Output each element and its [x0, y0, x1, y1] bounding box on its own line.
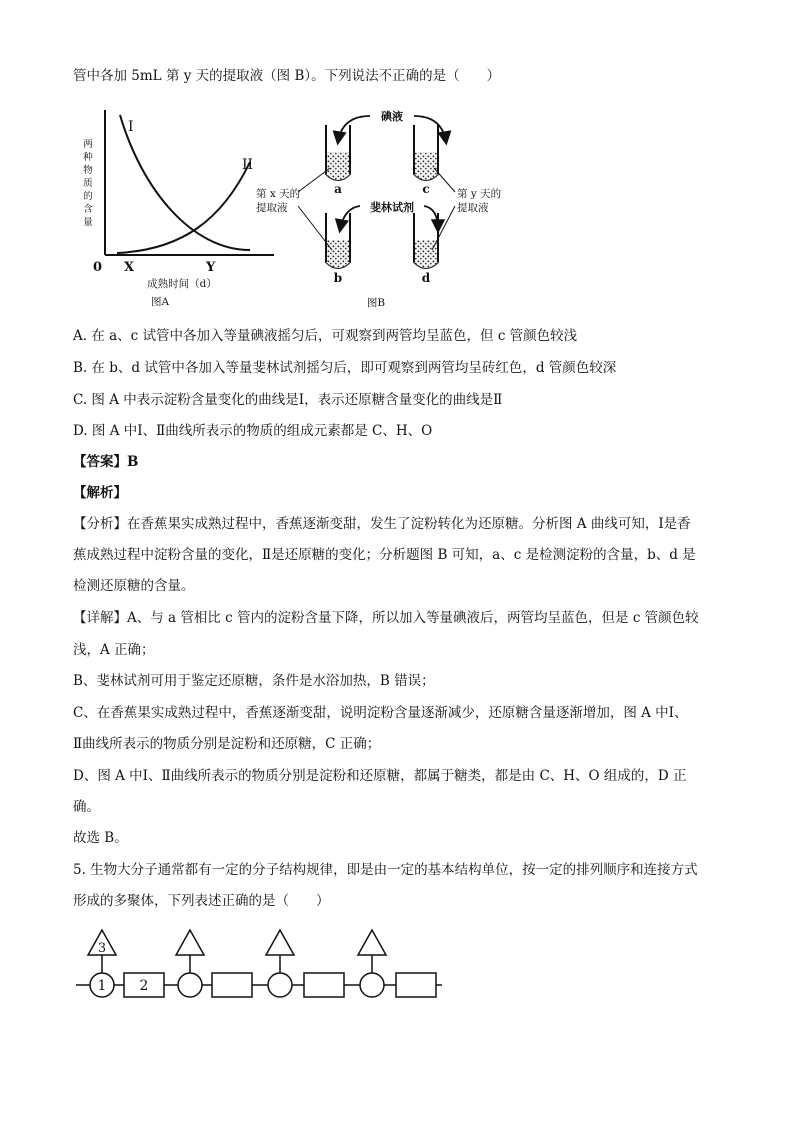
right-pointer-top [434, 168, 455, 192]
label-2: 2 [139, 978, 149, 994]
left-pointer-top [298, 168, 330, 192]
iodine-label: 碘液 [381, 110, 403, 123]
left-extract-label-1: 第 x 天的 [256, 188, 301, 200]
option-a: A. 在 a、c 试管中各加入等量碘液摇匀后，可观察到两管均呈蓝色，但 c 管颜色较浅 [73, 328, 578, 344]
unit-circle-2 [178, 973, 202, 997]
side-group-2 [176, 930, 204, 973]
detail-line-7: 确。 [73, 799, 100, 815]
tube-a [326, 125, 350, 180]
tube-d [414, 213, 438, 268]
analysis-line-2: 蕉成熟过程中淀粉含量的变化，Ⅱ是还原糖的变化；分析题图 B 可知，a、c 是检测淀粉的含量，b、d 是 [73, 547, 696, 563]
figure-a-y-label [83, 139, 93, 228]
unit-circle-4 [360, 973, 384, 997]
x-axis-label: 成熟时间（d） [147, 278, 217, 290]
tube-b [326, 213, 350, 268]
analysis-line-1: 【分析】在香蕉果实成熟过程中，香蕉逐渐变甜，发生了淀粉转化为还原糖。分析图 A 曲线可知，Ⅰ是香 [73, 516, 691, 532]
tube-c-label: c [422, 182, 430, 196]
svg-text:质: 质 [83, 178, 93, 189]
right-extract-label-1: 第 y 天的 [457, 188, 502, 200]
svg-text:种: 种 [83, 152, 93, 163]
svg-text:物: 物 [83, 165, 93, 176]
figure-b [252, 100, 527, 315]
x-tick-y: Y [206, 260, 216, 275]
x-tick-x: X [124, 260, 135, 275]
detail-line-4: C、在香蕉果实成熟过程中，香蕉逐渐变甜，说明淀粉含量逐渐减少，还原糖含量逐渐增加，图 A 中Ⅰ、 [73, 705, 688, 721]
svg-text:两: 两 [83, 139, 93, 150]
option-b: B. 在 b、d 试管中各加入等量斐林试剂摇匀后，即可观察到两管均呈砖红色，d 管颜色较深 [73, 360, 617, 376]
unit-circle-3 [268, 973, 292, 997]
label-1: 1 [97, 978, 107, 994]
question5-stem-line-2: 形成的多聚体，下列表述正确的是（ ） [73, 893, 330, 909]
option-c: C. 图 A 中表示淀粉含量变化的曲线是Ⅰ，表示还原糖含量变化的曲线是Ⅱ [73, 392, 503, 408]
unit-rect-3 [304, 973, 344, 997]
detail-line-5: Ⅱ曲线所表示的物质分别是淀粉和还原糖，C 正确； [73, 736, 381, 752]
figure-a-caption: 图A [150, 296, 170, 308]
figure-b-caption: 图B [366, 297, 386, 309]
curve-1-label: I [128, 119, 134, 135]
fehling-arrow-right [424, 206, 438, 230]
side-group-4 [358, 930, 386, 973]
figure-a [72, 110, 282, 315]
label-3: 3 [97, 941, 107, 956]
detail-line-8: 故选 B。 [73, 830, 128, 846]
curve-2-label: II [242, 157, 254, 173]
side-group-3 [266, 930, 294, 973]
detail-line-2: 浅，A 正确； [73, 642, 155, 658]
detail-line-1: 【详解】A、与 a 管相比 c 管内的淀粉含量下降，所以加入等量碘液后，两管均呈蓝色，但是 c 管颜色较 [73, 610, 699, 626]
option-d: D. 图 A 中Ⅰ、Ⅱ曲线所表示的物质的组成元素都是 C、H、O [73, 423, 433, 439]
tube-d-label: d [421, 271, 431, 285]
svg-text:含: 含 [83, 204, 93, 215]
svg-text:的: 的 [83, 191, 93, 202]
detail-line-3: B、斐林试剂可用于鉴定还原糖，条件是水浴加热，B 错误； [73, 673, 435, 689]
detail-line-6: D、图 A 中Ⅰ、Ⅱ曲线所表示的物质分别是淀粉和还原糖，都属于糖类，都是由 C、H、O 组成的，D 正 [73, 768, 687, 784]
question-intro: 管中各加 5mL 第 y 天的提取液（图 B）。下列说法不正确的是（ ） [73, 68, 501, 84]
analysis-line-3: 检测还原糖的含量。 [73, 578, 195, 594]
tube-a-label: a [334, 182, 342, 196]
unit-rect-2 [212, 973, 252, 997]
svg-text:量: 量 [83, 217, 93, 228]
iodine-arrow-right [414, 116, 446, 142]
polymer-diagram [72, 925, 447, 1005]
right-extract-label-2: 提取液 [457, 202, 489, 214]
answer-label: 【答案】B [73, 454, 139, 470]
tube-b-label: b [333, 271, 343, 285]
iodine-arrow-left [338, 116, 370, 142]
unit-rect-4 [396, 973, 436, 997]
curve-reducing-sugar [117, 162, 250, 253]
right-pointer-bottom [432, 206, 455, 250]
curve-starch [120, 115, 250, 250]
tube-c [414, 125, 438, 180]
left-extract-label-2: 提取液 [256, 202, 288, 214]
analysis-label: 【解析】 [73, 485, 127, 501]
question5-stem-line-1: 5. 生物大分子通常都有一定的分子结构规律，即是由一定的基本结构单位，按一定的排列顺序和连接方式 [73, 862, 698, 878]
fehling-label: 斐林试剂 [370, 201, 414, 214]
origin-label: 0 [93, 260, 103, 275]
